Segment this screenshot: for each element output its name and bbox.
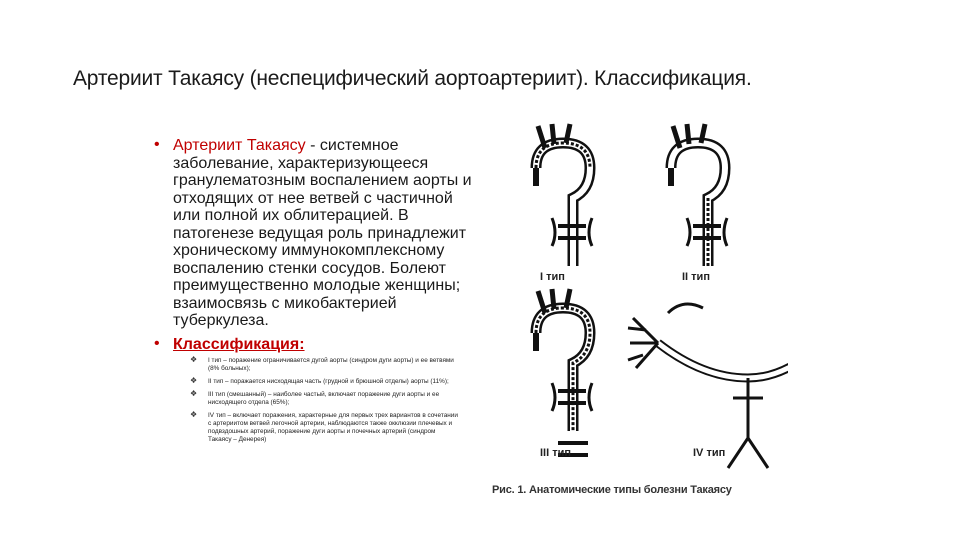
classification-list — [190, 357, 460, 444]
diamond-bullet-icon: ❖ — [190, 389, 198, 398]
type-i-diagram — [536, 124, 592, 266]
type-label-1: I тип — [540, 271, 565, 283]
bullet-dot: • — [154, 334, 160, 352]
classification-item-3: ❖ III тип (смешанный) – наиболее частый, включает поражение дуги аорты и ее нисходящего отдела (65%); — [190, 389, 440, 406]
diamond-bullet-icon: ❖ — [190, 355, 198, 364]
type-ii-diagram — [671, 124, 727, 266]
classification-link[interactable]: Классификация: — [173, 335, 305, 353]
diamond-bullet-icon: ❖ — [190, 410, 198, 419]
type-label-2: II тип — [682, 271, 710, 283]
classification-bullet — [152, 336, 482, 354]
type-iii-diagram — [536, 289, 592, 455]
classification-item-1: ❖ I тип – поражение ограничивается дугой аорты (синдром дуги аорты) и ее ветвями (8% больных); — [190, 355, 454, 372]
bullet-dot: • — [154, 136, 160, 153]
diamond-bullet-icon: ❖ — [190, 376, 198, 385]
slide-title: Артериит Такаясу (неспецифический аортоартериит). Классификация. — [73, 67, 752, 90]
definition-term: Артериит Такаясу — [173, 137, 306, 154]
slide-content — [152, 137, 482, 449]
definition-text: - системное заболевание, характеризующееся гранулематозным воспалением аорты и отходящих от нее ветвей с частичной или полной их облитерацией. В патогенезе ведущая роль принадлежит хроническому иммунокомплексному воспалению стенки сосудов. Болеют преимущественно молодые женщины; взаимосвязь с микобактерией туберкулеза. — [173, 137, 472, 329]
figure-caption: Рис. 1. Анатомические типы болезни Такаясу — [492, 484, 732, 496]
definition-bullet — [152, 137, 482, 330]
type-iv-diagram — [628, 304, 788, 468]
type-label-3: III тип — [540, 447, 572, 459]
type-label-4: IV тип — [693, 447, 726, 459]
classification-item-2: ❖ II тип – поражается нисходящая часть (грудной и брюшной отделы) аорты (11%); — [190, 376, 449, 385]
takayasu-types-figure — [488, 118, 788, 503]
classification-item-4: ❖ IV тип – включает поражения, характерные для первых трех вариантов в сочетании с артериитом ветвей легочной артерии, наблюдаются также окклюзии плечевых и подвздошных артерий, поражение дуги аорты и почечных артерий (синдром Такаясу – Денерея) — [190, 410, 458, 443]
